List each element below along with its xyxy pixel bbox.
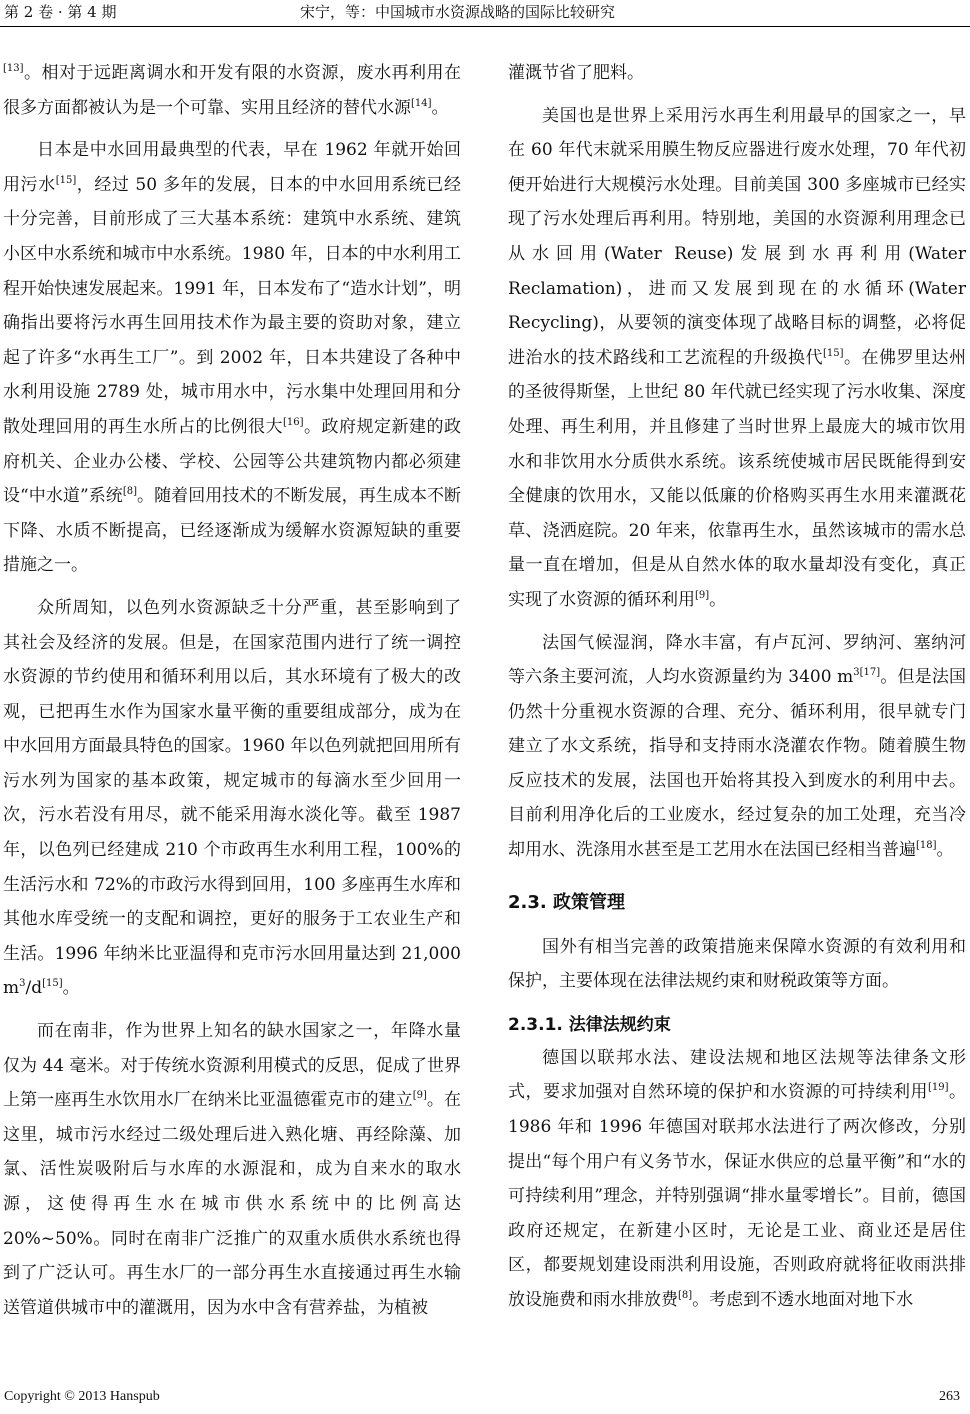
citation[interactable]: [14] [411,97,432,109]
paragraph: 国外有相当完善的政策措施来保障水资源的有效利用和保护，主要体现在法律法规约束和财税政策等方面。 [508,936,966,992]
journal-volume: 第 2 卷 · 第 4 期 [4,3,117,21]
page-number: 263 [939,1389,960,1404]
superscript: 3 [19,978,26,990]
paragraph: 日本是中水回用最典型的代表，早在 1962 年就开始回用污水[15]，经过 50 多年的发展，日本的中水回用系统已经十分完善，目前形成了三大基本系统：建筑中水系统、建筑小区中水系统和城市中水系统。1980 年，日本的中水利用工程开始快速发展起来。1991 年，日本发布了“造水计划”，明确指出要将污水再生回用技术作为最主要的资助对象，建立起了许多“水再生工厂”。到 2002 年，日本共建设了各种中水利用设施 2789 处，城市用水中，污水集中处理回用和分散处理回用的再生水所占的比例很大[16]。政府规定新建的政府机关、企业办公楼、学校、公园等公共建筑物内都必须建设“中水道”系统[8]。随着回用技术的不断发展，再生成本不断下降、水质不断提高，已经逐渐成为缓解水资源短缺的重要措施之一。 [3,140,461,576]
citation[interactable]: [15] [55,174,77,186]
left-column [3,56,461,1352]
subsection-heading: 2.3.1. 法律法规约束 [508,1014,671,1035]
citation[interactable]: [8] [678,1290,693,1301]
section-heading: 2.3. 政策管理 [508,891,625,913]
copyright-notice: Copyright © 2013 Hanspub [4,1389,160,1404]
citation[interactable]: [17] [859,667,881,679]
running-title: 宋宁，等：中国城市水资源战略的国际比较研究 [300,3,616,21]
citation[interactable]: [15] [42,978,63,990]
paragraph: 美国也是世界上采用污水再生利用最早的国家之一，早在 60 年代末就采用膜生物反应器进行废水处理，70 年代初便开始进行大规模污水处理。目前美国 300 多座城市已经实现了污水处理后再利用。特别地，美国的水资源利用理念已从水回用(Water Reuse)发展到水再利用(Water Reclamation)，进而又发展到现在的水循环(Water Recycling)，从要领的演变体现了战略目标的调整，必将促进治水的技术路线和工艺流程的升级换代[15]。在佛罗里达州的圣彼得斯堡，上世纪 80 年代就已经实现了污水收集、深度处理、再生利用，并且修建了当时世界上最庞大的城市饮用水和非饮用水分质供水系统。该系统使城市居民既能得到安全健康的饮用水，又能以低廉的价格购买再生水用来灌溉花草、浇洒庭院。20 年来，依靠再生水，虽然该城市的需水总量一直在增加，但是从自然水体的取水量却没有变化，真正实现了水资源的循环利用[9]。 [508,105,966,610]
citation[interactable]: [16] [282,416,304,428]
superscript: 3 [853,667,860,679]
citation[interactable]: [8] [122,486,137,498]
paragraph: [13]。相对于远距离调水和开发有限的水资源，废水再利用在很多方面都被认为是一个可靠、实用且经济的替代水源[14]。 [3,63,461,118]
paragraph: 德国以联邦水法、建设法规和地区法规等法律条文形式，要求加强对自然环境的保护和水资源的可持续利用[19]。1986 年和 1996 年德国对联邦水法进行了两次修改，分别提出“每个用户有义务节水，保证水供应的总量平衡”和“水的可持续利用”理念，并特别强调“排水量零增长”。目前，德国政府还规定，在新建小区时，无论是工业、商业还是居住区，都要规划建设雨洪利用设施，否则政府就将征收雨洪排放设施费和雨水排放费[8]。考虑到不透水地面对地下水 [508,1047,966,1310]
paragraph: 众所周知，以色列水资源缺乏十分严重，甚至影响到了其社会及经济的发展。但是，在国家范围内进行了统一调控水资源的节约使用和循环利用以后，其水环境有了极大的改观，已把再生水作为国家水量平衡的重要组成部分，成为在中水回用方面最具特色的国家。1960 年以色列就把回用所有污水列为国家的基本政策，规定城市的每滴水至少回用一次，污水若没有用尽，就不能采用海水淡化等。截至 1987 年，以色列已经建成 210 个市政再生水利用工程，100%的生活污水和 72%的市政污水得到回用，100 多座再生水库和其他水库受统一的支配和调控，更好的服务于工农业生产和生活。1996 年纳米比亚温得和克市污水回用量达到 21,000 $m^3/d[15]$。 [3,597,461,999]
citation[interactable]: [9] [412,1090,427,1102]
paragraph: 法国气候湿润，降水丰富，有卢瓦河、罗纳河、塞纳河等六条主要河流，人均水资源量约为 3400 $m^{3[17]}$。但是法国仍然十分重视水资源的合理、充分、循环利用，很早就专门建立了水文系统，指导和支持雨水浇灌农作物。随着膜生物反应技术的发展，法国也开始将其投入到废水的利用中去。目前利用净化后的工业废水，经过复杂的加工处理，充当冷却用水、洗涤用水甚至是工艺用水在法国已经相当普遍[18]。 [508,632,966,861]
citation[interactable]: [19] [927,1082,949,1094]
paragraph: 而在南非，作为世界上知名的缺水国家之一，年降水量仅为 44 毫米。对于传统水资源利用模式的反思，促成了世界上第一座再生水饮用水厂在纳米比亚温德霍克市的建立[9]。在这里，城市污水经过二级处理后进入熟化塘、再经除藻、加氯、活性炭吸附后与水库的水源混和，成为自来水的取水源，这使得再生水在城市供水系统中的比例高达 20%~50%。同时在南非广泛推广的双重水质供水系统也得到了广泛认可。再生水厂的一部分再生水直接通过再生水输送管道供城市中的灌溉用，因为水中含有营养盐，为植被 [3,1021,461,1318]
page-header [0,0,970,27]
paragraph: 灌溉节省了肥料。 [508,63,644,83]
citation[interactable]: [13] [3,63,24,74]
citation[interactable]: [18] [916,840,937,852]
citation[interactable]: [15] [822,347,844,359]
citation[interactable]: [9] [695,589,710,601]
right-column [508,56,966,1352]
page-footer [0,1386,970,1410]
